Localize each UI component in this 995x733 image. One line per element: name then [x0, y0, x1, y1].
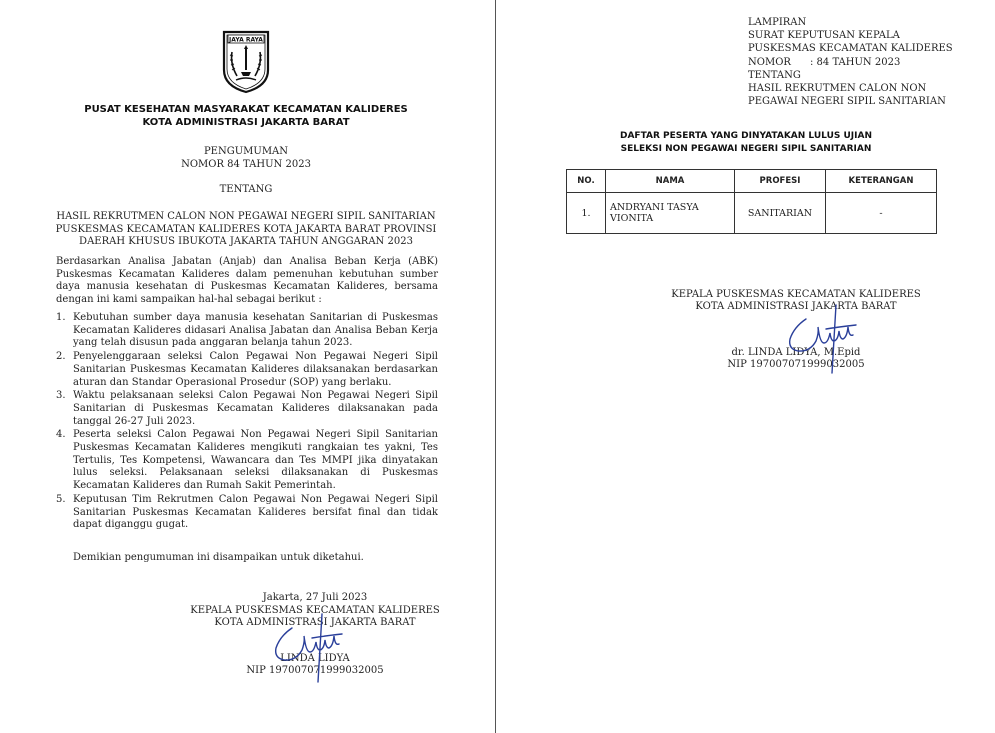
about-label: TENTANG: [219, 184, 273, 195]
table-title-line-1: DAFTAR PESERTA YANG DINYATAKAN LULUS UJIAN: [619, 131, 872, 141]
announcement-number: NOMOR 84 TAHUN 2023: [181, 158, 311, 170]
signer-title-1: KEPALA PUSKESMAS KECAMATAN KALIDERES: [671, 289, 921, 300]
list-item-number: 1.: [56, 312, 66, 323]
intro-paragraph: Berdasarkan Analisa Jabatan (Anjab) dan Analisa Beban Kerja (ABK) Puskesmas Kecamatan Kalideres dalam pemenuhan kebutuhan sumber daya manusia kesehatan di Puskesmas Kecamatan Kalideres, bersama dengan ini kami sampaikan hal-hal sebagai berikut :: [56, 256, 438, 306]
announcement-page: [0, 0, 496, 733]
table-title-line-2: SELEKSI NON PEGAWAI NEGERI SIPIL SANITARIAN: [620, 144, 872, 154]
closing-sentence: Demikian pengumuman ini disampaikan untuk diketahui.: [73, 552, 364, 563]
points-list: [56, 312, 438, 533]
list-item-number: 3.: [56, 390, 66, 402]
signer-nip: NIP 197007071999032005: [246, 665, 384, 676]
list-item-text: Keputusan Tim Rekrutmen Calon Pegawai Non Pegawai Negeri Sipil Sanitarian Puskesmas Kecamatan Kalideres bersifat final dan tidak dapat diganggu gugat.: [73, 493, 438, 531]
org-line-2: KOTA ADMINISTRASI JAKARTA BARAT: [142, 117, 350, 128]
list-item-text: Waktu pelaksanaan seleksi Calon Pegawai Non Pegawai Negeri Sipil Sanitarian di Puskesmas Kecamatan Kalideres dilaksanakan pada tanggal 26-27 Juli 2023.: [73, 390, 438, 427]
signer-title-1: KEPALA PUSKESMAS KECAMATAN KALIDERES: [190, 604, 440, 616]
announcement-subject: [40, 211, 452, 249]
list-item-text: Kebutuhan sumber daya manusia kesehatan Sanitarian di Puskesmas Kecamatan Kalideres didasari Analisa Jabatan dan Analisa Beban Kerja yang telah disusun pada anggaran belanja tahun 2023.: [73, 312, 438, 349]
list-item-number: 2.: [56, 351, 66, 363]
subject-line-3: DAERAH KHUSUS IBUKOTA JAKARTA TAHUN ANGGARAN 2023: [79, 236, 413, 247]
list-item-number: 5.: [56, 493, 66, 505]
header-no: NO.: [567, 170, 606, 193]
list-item-number: 4.: [56, 429, 66, 441]
list-item-text: Peserta seleksi Calon Pegawai Non Pegawai Negeri Sipil Sanitarian Puskesmas Kecamatan Kalideres mengikuti rangkaian tes yakni, Tes Tertulis, Tes Kompetensi, Wawancara dan Tes MMPI jika dinyatakan lulus seleksi. Pelaksanaan seleksi dilaksanakan di Puskesmas Kecamatan Kalideres dan Rumah Sakit Pemerintah.: [73, 429, 438, 492]
appendix-line: PEGAWAI NEGERI SIPIL SANITARIAN: [748, 96, 946, 108]
announcement-label: PENGUMUMAN: [203, 146, 289, 157]
handwritten-signature-icon: [776, 297, 866, 379]
subject-line-1: HASIL REKRUTMEN CALON NON PEGAWAI NEGERI SIPIL SANITARIAN: [56, 211, 436, 222]
appendix-line: PUSKESMAS KECAMATAN KALIDERES: [748, 43, 953, 55]
cell-nama: ANDRYANI TASYA VIONITA: [606, 193, 735, 234]
appendix-line: SURAT KEPUTUSAN KEPALA: [748, 30, 900, 42]
signer-name: dr. LINDA LIDYA, M.Epid: [731, 347, 861, 358]
header-nama: NAMA: [606, 170, 735, 193]
list-item: [56, 312, 438, 350]
appendix-line: TENTANG: [748, 69, 801, 81]
jaya-raya-emblem-icon: [221, 30, 271, 94]
handwritten-signature-icon: [262, 606, 352, 688]
announcement-heading: [40, 146, 452, 171]
organization-title: [40, 103, 452, 129]
appendix-line: LAMPIRAN: [748, 17, 807, 28]
header-profesi: PROFESI: [735, 170, 826, 193]
emblem-label: JAYA RAYA: [229, 36, 263, 44]
cell-keterangan: -: [826, 193, 937, 234]
table-header-row: [567, 170, 937, 193]
signer-title-2: KOTA ADMINISTRASI JAKARTA BARAT: [695, 301, 897, 312]
table-title: [546, 130, 946, 156]
signer-title-2: KOTA ADMINISTRASI JAKARTA BARAT: [214, 617, 416, 628]
header-keterangan: KETERANGAN: [826, 170, 937, 193]
appendix-line: HASIL REKRUTMEN CALON NON: [748, 83, 927, 95]
cell-profesi: SANITARIAN: [735, 193, 826, 234]
table-row: [567, 193, 937, 234]
appendix-line: NOMOR : 84 TAHUN 2023: [748, 56, 901, 68]
list-item: [56, 429, 438, 493]
appendix-page: [496, 0, 995, 733]
subject-line-2: PUSKESMAS KECAMATAN KALIDERES KOTA JAKARTA BARAT PROVINSI: [55, 223, 437, 235]
list-item: [56, 390, 438, 428]
org-line-1: PUSAT KESEHATAN MASYARAKAT KECAMATAN KALIDERES: [84, 104, 408, 115]
signer-nip: NIP 197007071999032005: [727, 359, 865, 370]
appendix-header: [748, 16, 953, 108]
list-item: [56, 494, 438, 532]
cell-no: 1.: [567, 193, 606, 234]
participants-table: [566, 169, 937, 234]
place-date: Jakarta, 27 Juli 2023: [262, 592, 368, 603]
signer-name: LINDA LIDYA: [280, 652, 350, 664]
list-item-text: Penyelenggaraan seleksi Calon Pegawai Non Pegawai Negeri Sipil Sanitarian Puskesmas Kecamatan Kalideres dilaksanakan berdasarkan aturan dan Standar Operasional Prosedur (SOP) yang berlaku.: [73, 351, 438, 388]
list-item: [56, 351, 438, 389]
